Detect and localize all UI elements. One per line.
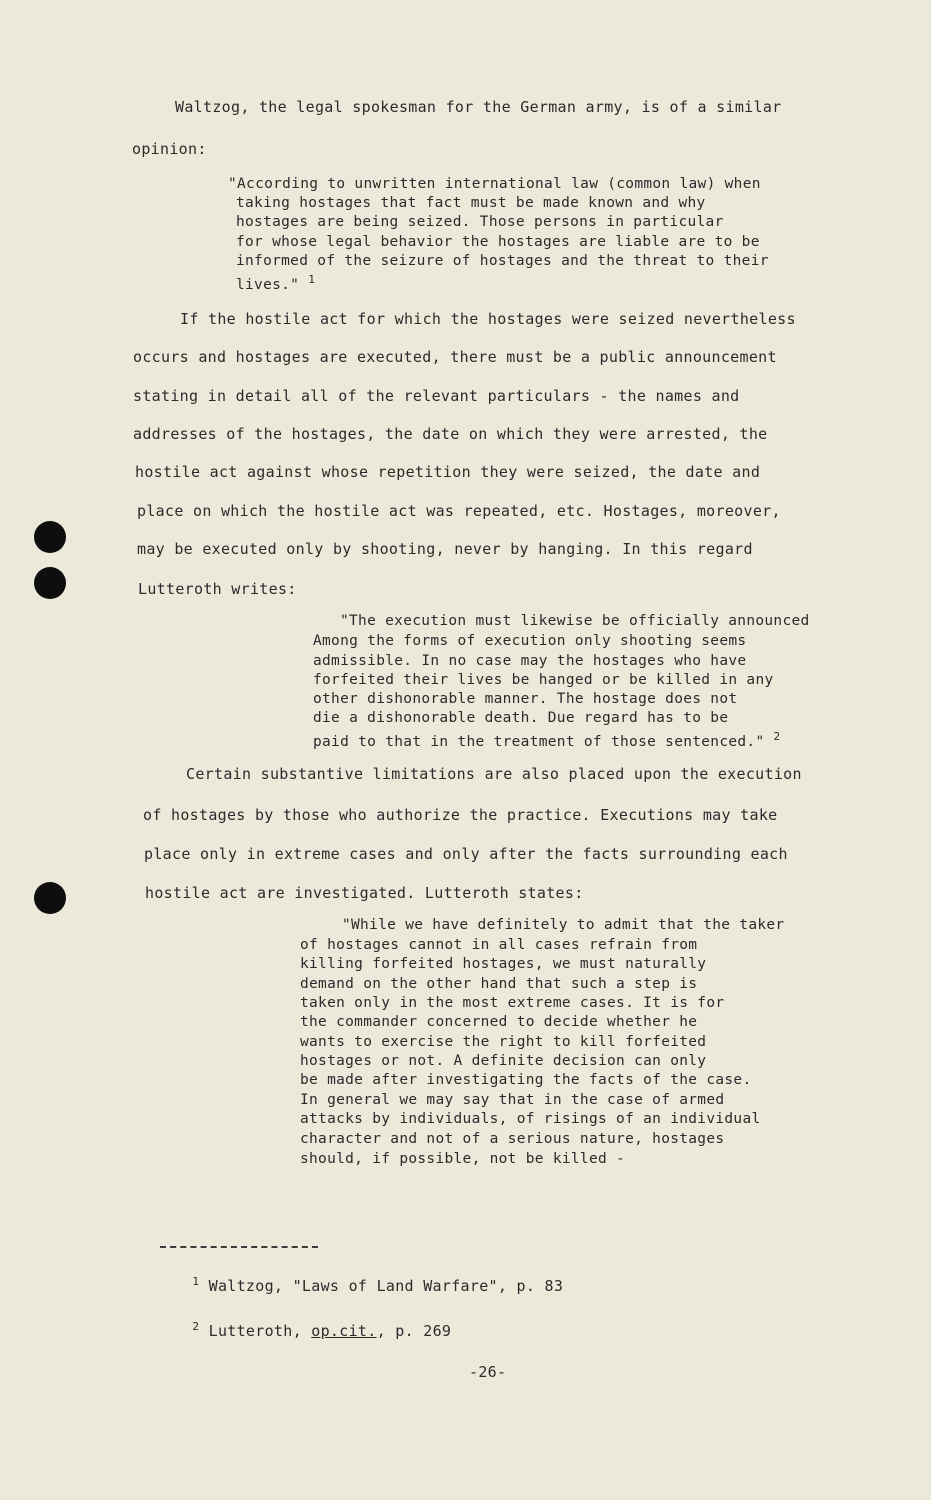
text-line: Lutteroth writes: <box>138 580 297 598</box>
quote-line: die a dishonorable death. Due regard has to be <box>313 710 729 726</box>
footnote-2 <box>155 1300 451 1358</box>
quote-line: should, if possible, not be killed - <box>300 1151 626 1167</box>
page-number: -26- <box>469 1363 507 1381</box>
quote-text: paid to that in the treatment of those sentenced." <box>313 734 765 750</box>
quote-line: taking hostages that fact must be made known and why <box>236 195 706 211</box>
text-line: place on which the hostile act was repeated, etc. Hostages, moreover, <box>137 502 781 520</box>
text-line: If the hostile act for which the hostages were seized nevertheless <box>180 310 796 328</box>
quote-line: killing forfeited hostages, we must naturally <box>300 956 707 972</box>
quote-line <box>236 271 315 294</box>
text-line: occurs and hostages are executed, there must be a public announcement <box>133 348 777 366</box>
footnote-number: 2 <box>192 1320 200 1333</box>
quote-line: taken only in the most extreme cases. It is for <box>300 995 725 1011</box>
quote-line: "While we have definitely to admit that the taker <box>342 917 785 933</box>
quote-line: "According to unwritten international law (common law) when <box>228 176 761 192</box>
text-line: may be executed only by shooting, never by hanging. In this regard <box>137 540 753 558</box>
quote-line: character and not of a serious nature, hostages <box>300 1131 725 1147</box>
footnote-citation: op.cit. <box>311 1322 377 1340</box>
punch-hole <box>34 882 66 914</box>
footnote-ref: 2 <box>773 730 781 743</box>
text-line: of hostages by those who authorize the practice. Executions may take <box>143 806 778 824</box>
quote-line: attacks by individuals, of risings of an individual <box>300 1111 761 1127</box>
punch-hole <box>34 521 66 553</box>
footnote-text: Lutteroth, <box>208 1322 312 1340</box>
quote-line: hostages are being seized. Those persons in particular <box>236 214 724 230</box>
quote-line: admissible. In no case may the hostages who have <box>313 653 747 669</box>
text-line: stating in detail all of the relevant particulars - the names and <box>133 387 740 405</box>
footnote-ref: 1 <box>308 273 316 286</box>
quote-text: lives." <box>236 277 300 293</box>
quote-line: for whose legal behavior the hostages are liable are to be <box>236 234 760 250</box>
quote-line: forfeited their lives be hanged or be killed in any <box>313 672 774 688</box>
text-line: hostile act are investigated. Lutteroth states: <box>145 884 584 902</box>
quote-line: In general we may say that in the case of armed <box>300 1092 725 1108</box>
footnote-separator <box>160 1246 318 1248</box>
text-line: place only in extreme cases and only after the facts surrounding each <box>144 845 788 863</box>
quote-line: other dishonorable manner. The hostage does not <box>313 691 738 707</box>
quote-line: Among the forms of execution only shooting seems <box>313 633 747 649</box>
footnote-number: 1 <box>192 1275 200 1288</box>
quote-line: of hostages cannot in all cases refrain from <box>300 937 698 953</box>
text-line: addresses of the hostages, the date on which they were arrested, the <box>133 425 768 443</box>
text-line: Certain substantive limitations are also placed upon the execution <box>186 765 802 783</box>
quote-line: the commander concerned to decide whether he <box>300 1014 698 1030</box>
quote-line: wants to exercise the right to kill forfeited <box>300 1034 707 1050</box>
quote-line <box>313 728 780 751</box>
footnote-text: , p. 269 <box>376 1322 452 1340</box>
quote-line: hostages or not. A definite decision can only <box>300 1053 707 1069</box>
footnote-text: Waltzog, "Laws of Land Warfare", p. 83 <box>208 1277 564 1295</box>
punch-hole <box>34 567 66 599</box>
text-line: hostile act against whose repetition they were seized, the date and <box>135 463 761 481</box>
quote-line: "The execution must likewise be officially announced <box>340 613 810 629</box>
quote-line: informed of the seizure of hostages and the threat to their <box>236 253 769 269</box>
text-line: opinion: <box>132 140 207 158</box>
quote-line: be made after investigating the facts of the case. <box>300 1072 752 1088</box>
text-line: Waltzog, the legal spokesman for the German army, is of a similar <box>175 98 782 116</box>
quote-line: demand on the other hand that such a step is <box>300 976 698 992</box>
